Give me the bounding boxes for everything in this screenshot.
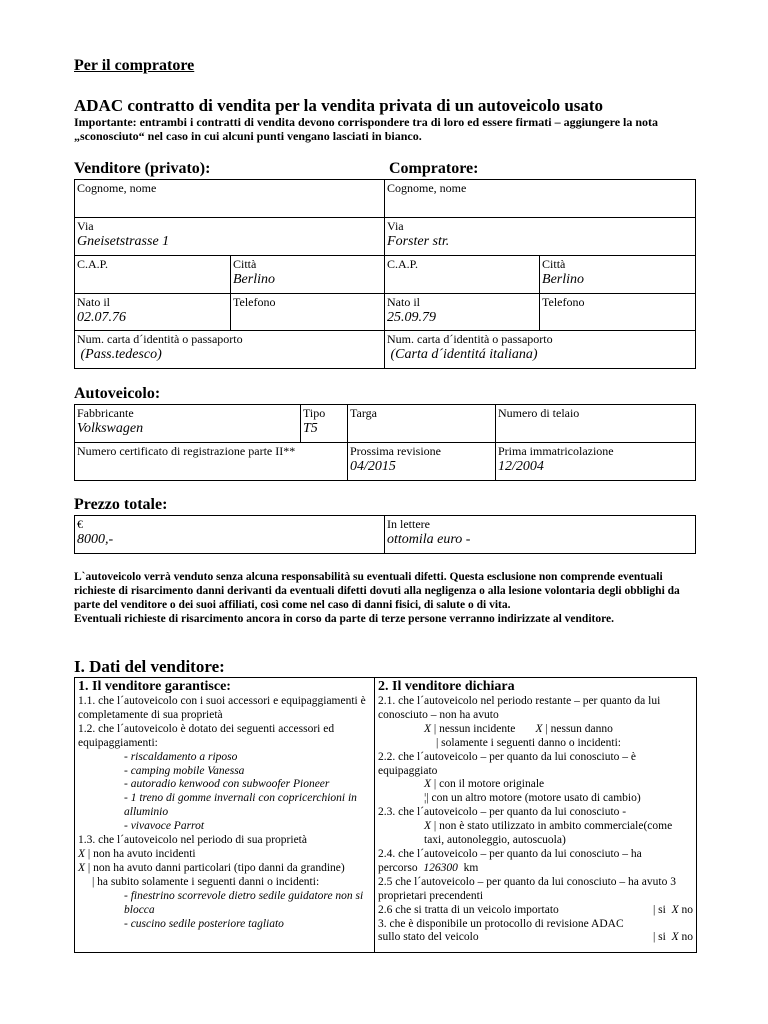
currency-label: € <box>77 517 83 531</box>
buyer-id-label: Num. carta d´identità o passaporto <box>387 332 553 346</box>
seller-phone-label: Telefono <box>233 295 276 309</box>
checkmark-x: X <box>424 778 432 791</box>
checkmark-x: X <box>671 931 679 944</box>
seller-name-label: Cognome, nome <box>77 181 157 195</box>
mileage-unit: km <box>463 861 479 874</box>
chassis-cell[interactable] <box>496 405 696 443</box>
other-engine-option[interactable]: ¦| con un altro motore (motore usato di cambio) <box>424 792 641 805</box>
option-label: | con il motore originale <box>431 778 545 791</box>
buyer-born-cell[interactable] <box>385 294 540 331</box>
words-cell[interactable] <box>385 516 696 554</box>
no-incident-options[interactable] <box>378 723 693 737</box>
option-label: | non è stato utilizzato in ambito commerciale(come taxi, autonoleggio, autoscuola) <box>424 820 673 847</box>
seller-city-label: Città <box>233 257 257 271</box>
buyer-phone-label: Telefono <box>542 295 585 309</box>
seller-data-table <box>74 677 697 953</box>
maker-label: Fabbricante <box>77 406 134 420</box>
protocol-text: 3. che è disponibile un protocollo di revisione ADAC sullo stato del veicolo <box>378 917 624 944</box>
buyer-zip-cell[interactable] <box>385 256 540 294</box>
some-damage-option[interactable]: | solamente i seguenti danno o incidenti: <box>436 736 621 749</box>
important-note: Importante: entrambi i contratti di vendita devono corrispondere tra di loro ed essere firmati – aggiungere la nota „sconosciuto“ nel caso in cui alcuni punti vengano lasciati in bianco. <box>74 115 659 143</box>
first-registration-cell[interactable] <box>496 443 696 481</box>
seller-heading: Venditore (privato): <box>74 160 211 177</box>
words-label: In lettere <box>387 517 430 531</box>
type-cell[interactable] <box>301 405 348 443</box>
buyer-heading: Compratore: <box>389 160 479 177</box>
seller-born-cell[interactable] <box>75 294 231 331</box>
seller-id-cell[interactable] <box>75 331 385 369</box>
seller-id-label: Num. carta d´identità o passaporto <box>77 332 243 346</box>
parties-table <box>74 179 696 369</box>
buyer-name-cell[interactable] <box>385 180 696 218</box>
seller-born-value: 02.07.76 <box>77 310 126 325</box>
option-yes: | si <box>652 931 666 944</box>
buyer-id-value: (Carta d´identitá italiana) <box>387 347 538 362</box>
disclaimer-paragraph-2: Eventuali richieste di risarcimento ancora in corso da parte di terze persone verranno indirizzate al venditore. <box>74 613 614 625</box>
seller-street-cell[interactable] <box>75 218 385 256</box>
declaration-2-5: 2.5 che l´autoveicolo – per quanto da lui conosciuto – ha avuto 3 proprietari precendenti <box>378 875 676 902</box>
guarantees-title: 1. Il venditore garantisce: <box>78 679 231 694</box>
words-value: ottomila euro - <box>387 532 471 547</box>
checkmark-x: X <box>671 903 679 916</box>
guarantee-1-3: 1.3. che l´autoveicolo nel periodo di sua proprietà <box>78 834 307 847</box>
no-commercial-use-option[interactable] <box>378 820 693 848</box>
maker-value: Volkswagen <box>77 421 144 436</box>
guarantee-1-2: 1.2. che l´autoveicolo è dotato dei seguenti accessori ed equipaggiamenti: <box>78 722 335 749</box>
option-label: | nessun incidente <box>431 722 516 735</box>
option-label: | nessun danno <box>542 722 613 735</box>
vehicle-heading: Autoveicolo: <box>74 385 161 402</box>
chassis-label: Numero di telaio <box>498 406 580 420</box>
buyer-born-value: 25.09.79 <box>387 310 437 325</box>
buyer-city-cell[interactable] <box>540 256 696 294</box>
seller-zip-cell[interactable] <box>75 256 231 294</box>
option-label: | non ha avuto incidenti <box>85 847 196 860</box>
mileage-value: 126300 <box>423 861 458 874</box>
import-text: 2.6 che si tratta di un veicolo importato <box>378 903 559 916</box>
price-heading: Prezzo totale: <box>74 496 168 513</box>
no-damage-option[interactable] <box>78 862 371 876</box>
first-registration-label: Prima immatricolazione <box>498 444 614 458</box>
buyer-name-label: Cognome, nome <box>387 181 467 195</box>
maker-cell[interactable] <box>75 405 301 443</box>
buyer-born-label: Nato il <box>387 295 421 309</box>
amount-value: 8000,- <box>77 532 114 547</box>
seller-city-cell[interactable] <box>231 256 385 294</box>
checkmark-x: X <box>424 820 432 833</box>
disclaimer-text <box>74 570 696 626</box>
accessory-item: - riscaldamento a riposo <box>124 750 238 763</box>
accessory-item: - 1 treno di gomme invernali con copricerchioni in alluminio <box>124 792 357 819</box>
buyer-phone-cell[interactable] <box>540 294 696 331</box>
damage-item: - finestrino scorrevole dietro sedile guidatore non si blocca <box>124 889 364 916</box>
accessory-item: - vivavoce Parrot <box>124 820 205 833</box>
disclaimer-paragraph-1: L`autoveicolo verrà venduto senza alcuna responsabilità su eventuali difetti. Questa esclusione non comprende eventuali richieste di risarcimento danni derivanti da eventuali difetti dovuti alla negligenza o alla lesione volontaria degli obblighi da parte del venditore o dei suoi affiliati, così come nel caso di danni fisici, di salute o di vita. <box>74 571 680 611</box>
declaration-2-1: 2.1. che l´autoveicolo nel periodo restante – per quanto da lui conosciuto – non ha avuto <box>378 695 661 721</box>
declaration-2-4 <box>378 848 693 876</box>
declarations-column <box>375 678 697 953</box>
seller-phone-cell[interactable] <box>231 294 385 331</box>
buyer-city-value: Berlino <box>542 272 585 287</box>
seller-city-value: Berlino <box>233 272 275 287</box>
declaration-2-6 <box>378 904 693 918</box>
buyer-street-cell[interactable] <box>385 218 696 256</box>
seller-name-cell[interactable] <box>75 180 385 218</box>
inspection-label: Prossima revisione <box>350 444 441 458</box>
declaration-3 <box>378 918 693 946</box>
amount-cell[interactable] <box>75 516 385 554</box>
seller-id-value: (Pass.tedesco) <box>77 347 162 362</box>
accessory-item: - camping mobile Vanessa <box>124 764 245 777</box>
type-label: Tipo <box>303 406 326 420</box>
checkmark-x: X <box>424 722 432 735</box>
first-registration-value: 12/2004 <box>498 459 544 474</box>
declaration-2-3: 2.3. che l´autoveicolo – per quanto da lui conosciuto - <box>378 806 627 819</box>
inspection-cell[interactable] <box>348 443 496 481</box>
buyer-id-cell[interactable] <box>385 331 696 369</box>
guarantee-1-1: 1.1. che l´autoveicolo con i suoi accessori e equipaggiamenti è completamente di sua proprietà <box>78 695 366 721</box>
plate-cell[interactable] <box>348 405 496 443</box>
type-value: T5 <box>303 421 318 436</box>
seller-street-label: Via <box>77 219 94 233</box>
guarantees-column <box>75 678 375 953</box>
registration-cell[interactable] <box>75 443 348 481</box>
damage-only-option[interactable]: | ha subito solamente i seguenti danni o incidenti: <box>92 875 320 888</box>
price-table <box>74 515 696 554</box>
seller-zip-label: C.A.P. <box>77 257 109 271</box>
option-yes: | si <box>652 903 666 916</box>
no-accident-option[interactable] <box>78 848 371 862</box>
checkmark-x: X <box>78 847 86 860</box>
accessory-item: - autoradio kenwood con subwoofer Pioneer <box>124 778 330 791</box>
inspection-value: 04/2015 <box>350 459 396 474</box>
declarations-title: 2. Il venditore dichiara <box>378 679 515 694</box>
seller-born-label: Nato il <box>77 295 110 309</box>
option-label: | non ha avuto danni particolari (tipo danni da grandine) <box>85 861 345 874</box>
for-buyer-heading: Per il compratore <box>74 57 195 74</box>
checkmark-x: X <box>535 722 543 735</box>
contract-title: ADAC contratto di vendita per la vendita privata di un autoveicolo usato <box>74 96 604 115</box>
import-options[interactable] <box>653 904 693 918</box>
original-engine-option[interactable] <box>378 778 693 792</box>
seller-street-value: Gneisetstrasse 1 <box>77 234 170 249</box>
option-no: no <box>681 903 693 916</box>
protocol-options[interactable] <box>653 931 693 945</box>
buyer-street-value: Forster str. <box>387 234 450 249</box>
buyer-zip-label: C.A.P. <box>387 257 419 271</box>
seller-data-heading: I. Dati del venditore: <box>74 657 225 676</box>
checkmark-x: X <box>78 861 86 874</box>
buyer-city-label: Città <box>542 257 566 271</box>
damage-item: - cuscino sedile posteriore tagliato <box>124 917 284 930</box>
buyer-street-label: Via <box>387 219 404 233</box>
vehicle-table <box>74 404 696 481</box>
plate-label: Targa <box>350 406 377 420</box>
declaration-2-2: 2.2. che l´autoveicolo – per quanto da lui conosciuto – è equipaggiato <box>378 750 637 777</box>
mileage-text: 2.4. che l´autoveicolo – per quanto da lui conosciuto – ha percorso <box>378 847 642 874</box>
option-no: no <box>681 931 693 944</box>
registration-label: Numero certificato di registrazione parte II** <box>77 444 296 458</box>
